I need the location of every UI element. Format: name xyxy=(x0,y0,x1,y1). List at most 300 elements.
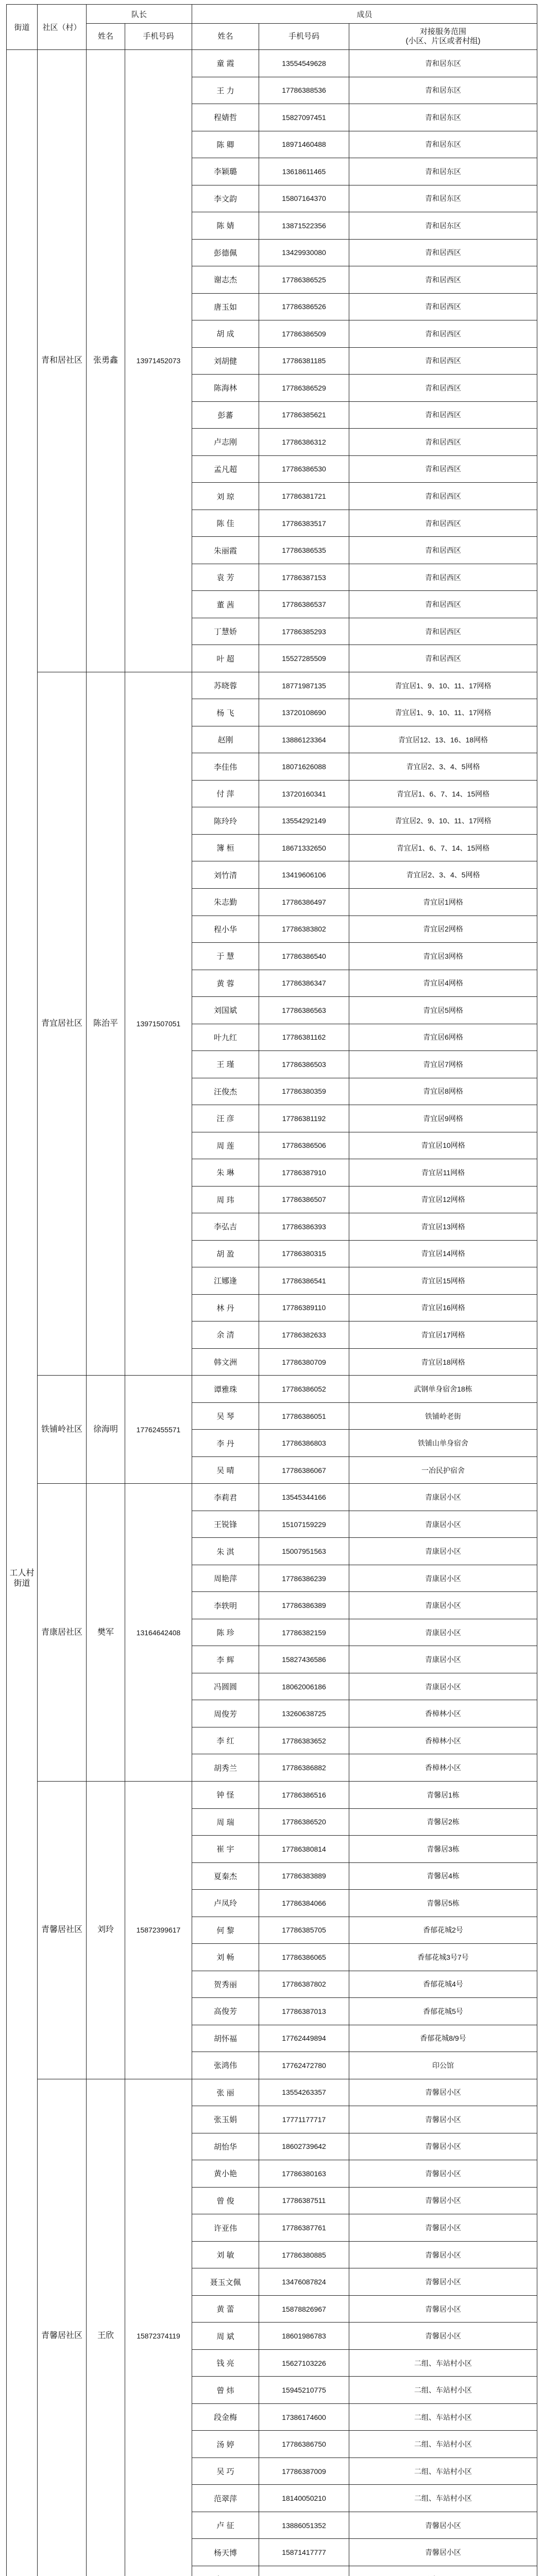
member-service-area: 青馨居小区 xyxy=(349,2295,537,2323)
member-name: 胡秀兰 xyxy=(192,1754,259,1782)
member-service-area: 二组、车站村小区 xyxy=(349,2403,537,2431)
member-service-area: 青馨居小区 xyxy=(349,2160,537,2188)
member-name: 李弘吉 xyxy=(192,1213,259,1241)
member-service-area: 青馨居2栋 xyxy=(349,1808,537,1836)
member-service-area: 香樟林小区 xyxy=(349,1754,537,1782)
member-name: 叶 超 xyxy=(192,645,259,672)
member-phone: 18140050210 xyxy=(259,2485,349,2512)
member-name: 吴 晴 xyxy=(192,1456,259,1484)
member-name: 陈玲玲 xyxy=(192,807,259,835)
member-phone: 17786386530 xyxy=(259,455,349,483)
member-name: 胡 盈 xyxy=(192,1240,259,1267)
leader-phone: 13971452073 xyxy=(125,50,192,672)
member-service-area: 青馨居小区 xyxy=(349,2133,537,2160)
member-name: 袁 芳 xyxy=(192,564,259,591)
member-service-area: 青康居小区 xyxy=(349,1646,537,1673)
member-phone: 17786382159 xyxy=(259,1619,349,1646)
member-phone: 17786386239 xyxy=(259,1565,349,1592)
member-service-area: 青宜居1、6、7、14、15网格 xyxy=(349,780,537,807)
member-service-area: 青和居东区 xyxy=(349,77,537,104)
member-service-area: 青宜居2、3、4、5网格 xyxy=(349,861,537,889)
member-phone: 17786388536 xyxy=(259,77,349,104)
member-service-area: 香郁花城3号7号 xyxy=(349,1944,537,1971)
member-service-area: 青馨居1栋 xyxy=(349,1782,537,1809)
member-phone: 13476087824 xyxy=(259,2268,349,2296)
member-name: 程婧哲 xyxy=(192,104,259,131)
leader-name: 樊军 xyxy=(87,1484,125,1782)
member-phone: 17786380315 xyxy=(259,1240,349,1267)
member-phone: 13554549628 xyxy=(259,50,349,77)
member-phone: 15627103226 xyxy=(259,2349,349,2377)
member-service-area: 青和居西区 xyxy=(349,429,537,456)
member-service-area: 青宜居8网格 xyxy=(349,1078,537,1105)
member-phone: 18971460488 xyxy=(259,131,349,158)
member-service-area: 印公馆 xyxy=(349,2052,537,2079)
member-name: 杨 飞 xyxy=(192,699,259,726)
member-phone: 17786384066 xyxy=(259,1890,349,1917)
member-phone: 17786386529 xyxy=(259,375,349,402)
member-service-area: 青宜居2网格 xyxy=(349,916,537,943)
member-name: 朱丽霞 xyxy=(192,537,259,564)
member-name: 叶九红 xyxy=(192,1024,259,1051)
member-name: 段金梅 xyxy=(192,2403,259,2431)
member-name: 彭蕃 xyxy=(192,401,259,429)
member-service-area: 青馨居小区 xyxy=(349,2539,537,2566)
member-name: 朱志勤 xyxy=(192,888,259,916)
member-name: 程小华 xyxy=(192,916,259,943)
member-phone: 13618611465 xyxy=(259,158,349,185)
member-phone: 17786387802 xyxy=(259,1971,349,1998)
member-name: 林 丹 xyxy=(192,1294,259,1321)
member-service-area: 青宜居15网格 xyxy=(349,1267,537,1295)
member-phone: 18602739642 xyxy=(259,2133,349,2160)
member-phone: 15827436586 xyxy=(259,1646,349,1673)
member-phone: 17786386509 xyxy=(259,320,349,348)
member-phone: 17786382633 xyxy=(259,1321,349,1349)
member-name: 汪俊杰 xyxy=(192,1078,259,1105)
member-phone: 17786386526 xyxy=(259,293,349,320)
member-service-area: 青康居小区 xyxy=(349,1673,537,1700)
member-name: 何 黎 xyxy=(192,1917,259,1944)
member-name: 黄 蕾 xyxy=(192,2295,259,2323)
member-name: 崔 宇 xyxy=(192,1836,259,1863)
community-name: 青康居社区 xyxy=(38,1484,87,1782)
member-name: 范翠萍 xyxy=(192,2485,259,2512)
member-phone: 15871417777 xyxy=(259,2539,349,2566)
member-name: 吴 巧 xyxy=(192,2458,259,2485)
member-service-area: 青和居西区 xyxy=(349,564,537,591)
member-name: 余 清 xyxy=(192,1321,259,1349)
member-phone: 17786383802 xyxy=(259,916,349,943)
member-service-area: 青和居东区 xyxy=(349,212,537,240)
member-name: 黄小艳 xyxy=(192,2160,259,2188)
member-phone: 15945210775 xyxy=(259,2377,349,2404)
member-service-area: 青宜居17网格 xyxy=(349,1321,537,1349)
member-name: 李 辉 xyxy=(192,1646,259,1673)
leader-name: 徐海明 xyxy=(87,1376,125,1484)
member-phone: 17786386065 xyxy=(259,1944,349,1971)
member-name: 刘竹清 xyxy=(192,861,259,889)
leader-name: 张勇鑫 xyxy=(87,50,125,672)
member-name: 贺秀丽 xyxy=(192,1971,259,1998)
member-name: 付 萍 xyxy=(192,780,259,807)
header-member-phone: 手机号码 xyxy=(259,24,349,50)
member-phone: 13720108690 xyxy=(259,699,349,726)
member-phone: 17786386803 xyxy=(259,1430,349,1457)
member-service-area xyxy=(349,2566,537,2576)
member-service-area: 青宜居2、9、10、11、17网格 xyxy=(349,807,537,835)
member-phone: 17786386882 xyxy=(259,1754,349,1782)
member-service-area: 青康居小区 xyxy=(349,1592,537,1619)
member-service-area: 青和居西区 xyxy=(349,645,537,672)
community-name: 青馨居社区 xyxy=(38,2079,87,2576)
member-service-area: 青馨居小区 xyxy=(349,2323,537,2350)
member-service-area: 青馨居4栋 xyxy=(349,1862,537,1890)
member-phone: 17786380359 xyxy=(259,1078,349,1105)
member-name: 丁慧娇 xyxy=(192,618,259,645)
member-service-area: 青宜居3网格 xyxy=(349,943,537,970)
member-service-area: 青康居小区 xyxy=(349,1511,537,1538)
member-name: 孟凡超 xyxy=(192,455,259,483)
member-service-area: 青宜居16网格 xyxy=(349,1294,537,1321)
header-leader-phone: 手机号码 xyxy=(125,24,192,50)
member-phone: 17786387013 xyxy=(259,1998,349,2025)
member-phone: 15107159229 xyxy=(259,1511,349,1538)
roster-table xyxy=(6,4,537,2576)
member-service-area: 青宜居1网格 xyxy=(349,888,537,916)
member-name: 刘胡健 xyxy=(192,347,259,375)
member-phone: 17786380885 xyxy=(259,2241,349,2268)
member-phone: 18071626088 xyxy=(259,753,349,781)
member-name: 许亚伟 xyxy=(192,2214,259,2242)
member-phone: 17771177717 xyxy=(259,2106,349,2133)
member-name: 胡怡华 xyxy=(192,2133,259,2160)
member-name: 簿 桓 xyxy=(192,834,259,861)
member-phone: 13554292149 xyxy=(259,807,349,835)
member-phone: 17786385293 xyxy=(259,618,349,645)
member-phone: 15878826967 xyxy=(259,2295,349,2323)
member-phone: 17786381162 xyxy=(259,1024,349,1051)
leader-phone: 15872374119 xyxy=(125,2079,192,2576)
member-service-area: 香樟林小区 xyxy=(349,1727,537,1754)
member-name: 江娜逢 xyxy=(192,1267,259,1295)
member-service-area: 香郁花城8/9号 xyxy=(349,2025,537,2052)
member-phone: 17786386497 xyxy=(259,888,349,916)
member-phone: 13871522356 xyxy=(259,212,349,240)
member-name: 张 丽 xyxy=(192,2079,259,2106)
header-service-area xyxy=(349,24,537,50)
member-name: 赵刚 xyxy=(192,726,259,753)
member-name: 刘 敏 xyxy=(192,2241,259,2268)
member-service-area: 青和居西区 xyxy=(349,293,537,320)
member-phone: 17786386389 xyxy=(259,1592,349,1619)
member-name: 周 斌 xyxy=(192,2323,259,2350)
table-row xyxy=(7,1782,537,1809)
member-service-area: 青馨居小区 xyxy=(349,2241,537,2268)
community-name: 青和居社区 xyxy=(38,50,87,672)
member-phone: 15527285509 xyxy=(259,645,349,672)
member-name: 王 力 xyxy=(192,77,259,104)
header-leader-name: 姓名 xyxy=(87,24,125,50)
member-service-area: 青和居东区 xyxy=(349,185,537,212)
leader-phone: 13164642408 xyxy=(125,1484,192,1782)
member-name: 胡怀福 xyxy=(192,2025,259,2052)
member-service-area: 青宜居4网格 xyxy=(349,970,537,997)
member-name: 苏晓蓉 xyxy=(192,672,259,699)
member-phone: 17762472780 xyxy=(259,2052,349,2079)
member-phone: 17786386506 xyxy=(259,1132,349,1159)
member-phone: 17786386067 xyxy=(259,1456,349,1484)
member-phone: 15007951563 xyxy=(259,1538,349,1565)
member-service-area: 青馨居小区 xyxy=(349,2214,537,2242)
member-phone: 17786383889 xyxy=(259,1862,349,1890)
member-name: 冯圆圆 xyxy=(192,1673,259,1700)
member-name: 周 瑞 xyxy=(192,1808,259,1836)
header-street: 街道 xyxy=(7,5,38,50)
member-service-area: 青和居西区 xyxy=(349,483,537,510)
member-service-area: 铁铺山单身宿舍 xyxy=(349,1430,537,1457)
member-name: 汪 彦 xyxy=(192,1105,259,1132)
community-name: 铁铺岭社区 xyxy=(38,1376,87,1484)
member-name: 陈 卿 xyxy=(192,131,259,158)
member-phone: 17786386503 xyxy=(259,1051,349,1078)
member-name: 陈 珍 xyxy=(192,1619,259,1646)
member-phone: 17786386537 xyxy=(259,591,349,618)
member-name: 钱 亮 xyxy=(192,2349,259,2377)
member-name: 周 莲 xyxy=(192,1132,259,1159)
member-name xyxy=(192,2566,259,2576)
member-service-area: 二组、车站村小区 xyxy=(349,2431,537,2458)
header-members: 成员 xyxy=(192,5,537,24)
member-phone: 15827097451 xyxy=(259,104,349,131)
member-name: 李颖璐 xyxy=(192,158,259,185)
member-phone: 17786386507 xyxy=(259,1186,349,1213)
member-phone: 17786386525 xyxy=(259,266,349,294)
member-phone: 17786381192 xyxy=(259,1105,349,1132)
member-phone: 17786387910 xyxy=(259,1159,349,1187)
community-name: 青宜居社区 xyxy=(38,672,87,1375)
member-name: 周俊芳 xyxy=(192,1700,259,1727)
roster-body xyxy=(7,50,537,2576)
member-name: 聂玉文佩 xyxy=(192,2268,259,2296)
member-service-area: 青和居西区 xyxy=(349,591,537,618)
member-service-area: 青宜居1、9、10、11、17网格 xyxy=(349,672,537,699)
member-name: 陈海林 xyxy=(192,375,259,402)
member-name: 曾 俊 xyxy=(192,2187,259,2214)
member-phone: 17786389110 xyxy=(259,1294,349,1321)
member-service-area: 青和居西区 xyxy=(349,510,537,537)
member-name: 王 瑾 xyxy=(192,1051,259,1078)
member-name: 李 红 xyxy=(192,1727,259,1754)
leader-phone: 17762455571 xyxy=(125,1376,192,1484)
member-phone: 17786387761 xyxy=(259,2214,349,2242)
member-service-area: 青康居小区 xyxy=(349,1565,537,1592)
member-service-area: 青和居西区 xyxy=(349,375,537,402)
header-area-line2: (小区、片区或者村组) xyxy=(405,37,481,45)
member-name: 朱 淇 xyxy=(192,1538,259,1565)
member-phone: 17786381185 xyxy=(259,347,349,375)
member-phone: 13720160341 xyxy=(259,780,349,807)
member-phone: 17786381721 xyxy=(259,483,349,510)
member-phone: 13429930080 xyxy=(259,239,349,266)
member-name: 卢 征 xyxy=(192,2512,259,2539)
header-member-name: 姓名 xyxy=(192,24,259,50)
member-name: 王锐锋 xyxy=(192,1511,259,1538)
member-phone: 17786386051 xyxy=(259,1402,349,1430)
member-name: 黄 蓉 xyxy=(192,970,259,997)
member-phone: 18601986783 xyxy=(259,2323,349,2350)
member-service-area: 青馨居小区 xyxy=(349,2268,537,2296)
member-service-area: 青康居小区 xyxy=(349,1538,537,1565)
member-service-area: 二组、车站村小区 xyxy=(349,2485,537,2512)
member-name: 胡 成 xyxy=(192,320,259,348)
member-service-area: 青宜居7网格 xyxy=(349,1051,537,1078)
member-name: 卢凤玲 xyxy=(192,1890,259,1917)
member-name: 于 慧 xyxy=(192,943,259,970)
member-service-area: 青和居西区 xyxy=(349,537,537,564)
member-service-area: 青和居西区 xyxy=(349,455,537,483)
member-service-area: 青宜居2、3、4、5网格 xyxy=(349,753,537,781)
member-service-area: 青和居西区 xyxy=(349,347,537,375)
member-service-area: 青和居西区 xyxy=(349,320,537,348)
member-service-area: 青和居西区 xyxy=(349,239,537,266)
member-name: 唐玉如 xyxy=(192,293,259,320)
member-service-area: 青宜居12网格 xyxy=(349,1186,537,1213)
member-service-area: 武钢单身宿舍18栋 xyxy=(349,1376,537,1403)
table-row xyxy=(7,1376,537,1403)
member-service-area: 青馨居3栋 xyxy=(349,1836,537,1863)
member-service-area: 铁铺岭老街 xyxy=(349,1402,537,1430)
member-name: 董 茜 xyxy=(192,591,259,618)
member-name: 高俊芳 xyxy=(192,1998,259,2025)
member-service-area: 青宜居14网格 xyxy=(349,1240,537,1267)
member-service-area: 青宜居1、6、7、14、15网格 xyxy=(349,834,537,861)
member-phone: 17762449894 xyxy=(259,2025,349,2052)
table-row xyxy=(7,2079,537,2106)
member-service-area: 青和居东区 xyxy=(349,104,537,131)
member-phone: 17786386312 xyxy=(259,429,349,456)
member-phone: 17786386393 xyxy=(259,1213,349,1241)
member-service-area: 青宜居13网格 xyxy=(349,1213,537,1241)
member-service-area: 青馨居5栋 xyxy=(349,1890,537,1917)
member-service-area: 青和居西区 xyxy=(349,618,537,645)
member-service-area: 青宜居18网格 xyxy=(349,1348,537,1376)
member-service-area: 青和居东区 xyxy=(349,131,537,158)
member-phone: 18062006186 xyxy=(259,1673,349,1700)
member-phone: 17786386520 xyxy=(259,1808,349,1836)
member-name: 童 霞 xyxy=(192,50,259,77)
member-service-area: 青宜居10网格 xyxy=(349,1132,537,1159)
member-name: 曾 炜 xyxy=(192,2377,259,2404)
member-name: 李莉君 xyxy=(192,1484,259,1511)
member-phone: 15807164370 xyxy=(259,185,349,212)
member-name: 彭德佩 xyxy=(192,239,259,266)
member-phone: 17786386347 xyxy=(259,970,349,997)
member-phone: 18671332650 xyxy=(259,834,349,861)
leader-phone: 15872399617 xyxy=(125,1782,192,2079)
member-service-area: 青宜居6网格 xyxy=(349,1024,537,1051)
member-phone: 17786386563 xyxy=(259,997,349,1024)
member-name: 陈 婧 xyxy=(192,212,259,240)
member-service-area: 青馨居小区 xyxy=(349,2512,537,2539)
member-name: 刘国斌 xyxy=(192,997,259,1024)
member-name: 朱 琳 xyxy=(192,1159,259,1187)
member-service-area: 青和居西区 xyxy=(349,266,537,294)
member-service-area: 青宜居12、13、16、18网格 xyxy=(349,726,537,753)
member-phone: 17786386052 xyxy=(259,1376,349,1403)
header-leader: 队长 xyxy=(87,5,192,24)
member-phone: 17786386541 xyxy=(259,1267,349,1295)
member-name: 钟 怪 xyxy=(192,1782,259,1809)
leader-name: 刘玲 xyxy=(87,1782,125,2079)
member-service-area: 二组、车站村小区 xyxy=(349,2349,537,2377)
community-name: 青馨居社区 xyxy=(38,1782,87,2079)
member-name: 刘 畅 xyxy=(192,1944,259,1971)
member-phone xyxy=(259,2566,349,2576)
member-service-area: 二组、车站村小区 xyxy=(349,2377,537,2404)
member-name: 李佳伟 xyxy=(192,753,259,781)
member-service-area: 香樟林小区 xyxy=(349,1700,537,1727)
member-phone: 17786387153 xyxy=(259,564,349,591)
member-name: 陈 佳 xyxy=(192,510,259,537)
member-phone: 13554263357 xyxy=(259,2079,349,2106)
member-name: 杨天博 xyxy=(192,2539,259,2566)
member-service-area: 青宜居1、9、10、11、17网格 xyxy=(349,699,537,726)
member-name: 刘 琼 xyxy=(192,483,259,510)
member-service-area: 青宜居9网格 xyxy=(349,1105,537,1132)
member-phone: 13886123364 xyxy=(259,726,349,753)
table-row xyxy=(7,50,537,77)
member-name: 吴 琴 xyxy=(192,1402,259,1430)
member-name: 夏秦杰 xyxy=(192,1862,259,1890)
street-cell: 工人村街道 xyxy=(7,50,38,2576)
leader-name: 陈治平 xyxy=(87,672,125,1375)
member-name: 谭雅珠 xyxy=(192,1376,259,1403)
member-service-area: 一冶民护宿舍 xyxy=(349,1456,537,1484)
member-phone: 17786386516 xyxy=(259,1782,349,1809)
member-phone: 17786383652 xyxy=(259,1727,349,1754)
member-name: 谢志杰 xyxy=(192,266,259,294)
member-service-area: 香郁花城5号 xyxy=(349,1998,537,2025)
member-service-area: 青馨居小区 xyxy=(349,2106,537,2133)
member-service-area: 青和居东区 xyxy=(349,50,537,77)
member-phone: 13545344166 xyxy=(259,1484,349,1511)
member-phone: 17786380814 xyxy=(259,1836,349,1863)
member-service-area: 青和居东区 xyxy=(349,158,537,185)
member-phone: 13260638725 xyxy=(259,1700,349,1727)
header-community: 社区（村） xyxy=(38,5,87,50)
leader-phone: 13971507051 xyxy=(125,672,192,1375)
member-service-area: 青宜居11网格 xyxy=(349,1159,537,1187)
member-phone: 17786386535 xyxy=(259,537,349,564)
member-service-area: 香郁花城2号 xyxy=(349,1917,537,1944)
member-name: 李轶明 xyxy=(192,1592,259,1619)
member-name: 李文韵 xyxy=(192,185,259,212)
member-name: 张玉娟 xyxy=(192,2106,259,2133)
member-phone: 17786385621 xyxy=(259,401,349,429)
member-name: 韩文洲 xyxy=(192,1348,259,1376)
member-name: 卢志刚 xyxy=(192,429,259,456)
member-service-area: 青宜居5网格 xyxy=(349,997,537,1024)
member-name: 汤 婷 xyxy=(192,2431,259,2458)
member-name: 周艳萍 xyxy=(192,1565,259,1592)
member-service-area: 青和居西区 xyxy=(349,401,537,429)
member-phone: 17786385705 xyxy=(259,1917,349,1944)
member-name: 周 玮 xyxy=(192,1186,259,1213)
member-phone: 18771987135 xyxy=(259,672,349,699)
member-phone: 17786387511 xyxy=(259,2187,349,2214)
member-phone: 17786380163 xyxy=(259,2160,349,2188)
